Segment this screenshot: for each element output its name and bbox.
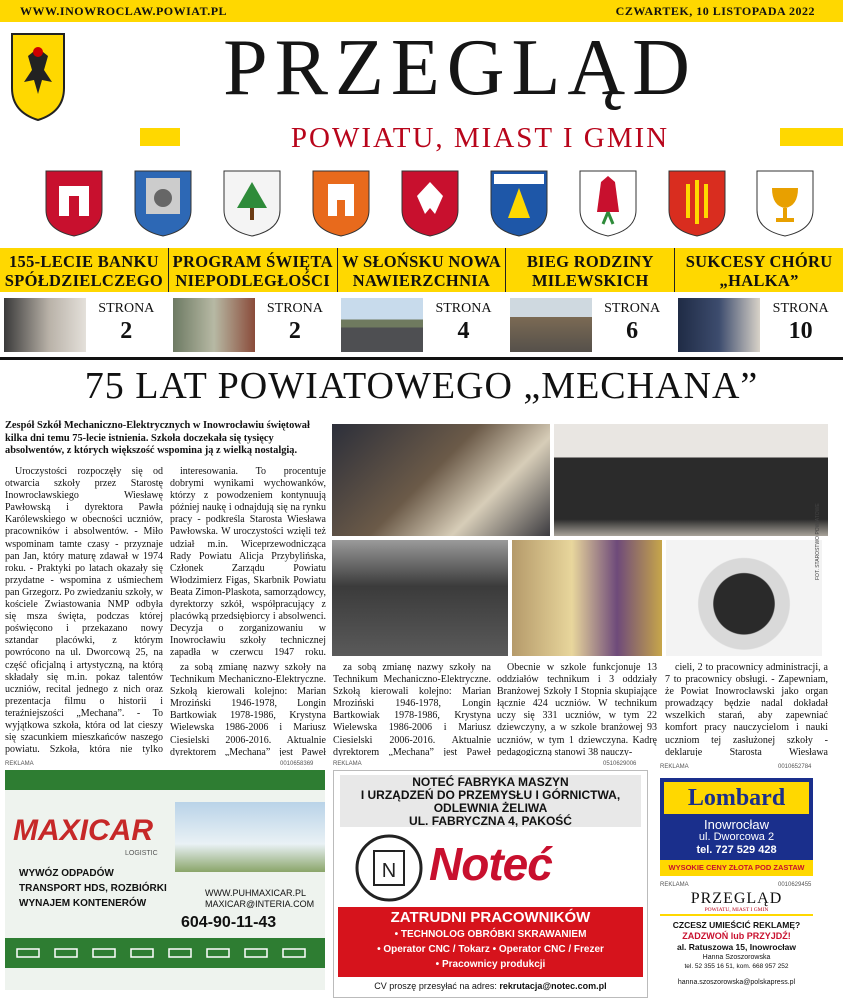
ad-label: REKLAMA [660, 882, 689, 888]
page-number: 6 [626, 318, 639, 344]
maxicar-service: TRANSPORT HDS, ROZBIÓRKI [19, 883, 167, 894]
notec-email[interactable]: rekrutacja@notec.com.pl [499, 981, 607, 991]
article-column-4: Obecnie w szkole funkcjonuje 13 oddziałów technikum i 3 oddziały Branżowej Szkoły I Stopnia skupiające łącznie 424 uczniów. W technikum uczy się 331 uczniów, w tym 22 dziewczyny, a w szkole branżowej 93 uczniów, w tym 1 dziewczyna. Kadrę pedagogiczną stanowi 38 nauczy- [497, 662, 657, 756]
municipality-crests [30, 168, 830, 242]
photo-road [341, 298, 423, 352]
crest-wheat-icon [666, 168, 728, 238]
crest-green-tree-icon [221, 168, 283, 238]
masthead-title: PRZEGLĄD [223, 24, 697, 112]
top-bar [0, 0, 843, 22]
przeglad-ad[interactable]: PRZEGLĄD POWIATU, MIAST I GMIN CZCESZ UMIEŚCIĆ REKLAMĘ? ZADZWOŃ lub PRZYJDŹ! al. Ratuszowa 15, Inowrocław Hanna Szoszorowska tel. 52 355 16 51, kom. 668 957 252 hanna.szoszorowska@polskapress.pl [660, 888, 813, 993]
article-column-1: Uroczystości rozpoczęły się od otwarcia szkoły przez Starostę Inowrocławskiego Wiesławę Pawłowską i dyrektora Pawła Karólewskiego w obecności uczniów, pracowników i absolwentów. - Miło wspominam tamte czasy - przyznaje pan Jan, który maturę zdawał w 1974 roku. - Praktyki po latach okazały się przydatne - wspomina z uśmiechem pan Grzegorz. Po zwiedzaniu szkoły, w kościele Zwiastowania NMP odbyła się msza święta, podczas której poświęcono i przekazano nowy sztandar placówki, z którym powrócono na ul. Dworcową 25, na część oficjalną i artystyczną, na którą składały się m.in. pokaz talentów uczniów, recital jednego z nich oraz prezentacja filmu o historii i teraźniejszości „Mechana”. - To wyjątkowa szkoła, która od lat cieszy się szacunkiem mieszkańców naszego powiatu. Szkoła, która nie tylko [5, 466, 163, 756]
page-number: 2 [288, 318, 301, 344]
photo-engine [666, 540, 822, 656]
photo-runners [510, 298, 592, 352]
teaser-slonsk[interactable]: W SŁOŃSKU NOWA NAWIERZCHNIA [338, 248, 507, 292]
crest-blue-figure-icon [132, 168, 194, 238]
ad-code: 0010652784 [778, 764, 812, 770]
crest-eagle-icon [399, 168, 461, 238]
inowroclaw-county-crest [8, 30, 68, 122]
article-column-2: interesowania. To procentuje dobrymi wynikami wychowanków, którzy z powodzeniem kontynuują później naukę i odnajdują się na rynku pracy - podkreśla Starosta Wiesława Pawłowska. W uroczystości wzięli też udział m.in. Wiceprzewodnicząca Rady Powiatu Alicja Przybylińska, Członek Zarządu Powiatu Włodzimierz Figas, Skarbnik Powiatu Beata Zimon-Plaskota, samorządowcy, dyrektorzy szkół, współpracujący z placówką przedsiębiorcy i absolwenci. Decyzja o zorganizowaniu w Inowrocławiu szkoły technicznej zapadła w czerwcu 1947 roku. [170, 466, 326, 658]
article-lead: Zespół Szkół Mechaniczno-Elektrycznych w Inowrocławiu świętował kilka dni temu 75-lecie istnienia. Szkoła doczekała się tysięcy absolwentów, z których większość wspomina ją z wielką nostalgią. [5, 420, 310, 456]
photo-group [554, 424, 828, 536]
photo-choir [678, 298, 760, 352]
photo-bank [4, 298, 86, 352]
page-number: 10 [788, 318, 813, 344]
maxicar-ad[interactable] [5, 770, 325, 990]
crest-gmina-inowroclaw-icon [488, 168, 550, 238]
crest-mitre-icon [577, 168, 639, 238]
ad-label: REKLAMA [5, 761, 34, 767]
teaser-thumbnails [0, 298, 843, 352]
notec-ad[interactable]: NOTEĆ FABRYKA MASZYN I URZĄDZEŃ DO PRZEMYSŁU I GÓRNICTWA, ODLEWNIA ŻELIWA UL. FABRYCZNA 4, PAKOŚĆ N Noteć ZATRUDNI PRACOWNIKÓW • TECHNOLOG OBRÓBKI SKRAWANIEM • Operator CNC / Tokarz • Operator CNC / Frezer • Pracownicy produkcji CV proszę przesyłać na adres: rekrutacja@notec.com.pl [333, 770, 648, 998]
lombard-ad[interactable]: Lombard Inowrocław ul. Dworcowa 2 tel. 727 529 428 WYSOKIE CENY ZŁOTA POD ZASTAW [660, 778, 813, 876]
teasers-bar [0, 248, 843, 292]
ad-code: 0010658369 [280, 761, 314, 767]
teaser-bank[interactable]: 155-LECIE BANKU SPÓŁDZIELCZEGO [0, 248, 169, 292]
teaser-run[interactable]: BIEG RODZINY MILEWSKICH [506, 248, 675, 292]
maxicar-logo: MAXICAR [13, 814, 153, 847]
lombard-logo: Lombard [664, 782, 809, 814]
notec-emblem-icon [354, 833, 424, 903]
maxicar-email[interactable]: MAXICAR@INTERIA.COM [205, 899, 315, 909]
photo-credit: FOT. STAROSTWO POWIATOWE [815, 503, 821, 580]
masthead-subtitle: POWIATU, MIAST I GMIN [180, 120, 780, 156]
trucks-photo [175, 802, 325, 872]
vehicle-icons [15, 946, 315, 960]
notec-logo: Noteć [429, 838, 552, 890]
website-url[interactable]: WWW.INOWROCLAW.POWIAT.PL [20, 3, 228, 18]
photo-archive-class [332, 540, 508, 656]
article-column-5: cieli, 2 to pracownicy administracji, a 7 to pracownicy obsługi. - Zapewniam, że Powiat Inowrocławski jako organ prowadzący będzie nadal dokładał wszelkich starań, aby zapewniać komfort pracy nauczycielom i nauki uczniom tej zasłużonej szkoły - deklaruje Starosta Wiesława [665, 662, 828, 756]
teaser-independence[interactable]: PROGRAM ŚWIĘTA NIEPODLEGŁOŚCI [169, 248, 338, 292]
maxicar-website[interactable]: WWW.PUHMAXICAR.PL [205, 888, 307, 898]
article-column-3: za sobą zmianę nazwy szkoły na Technikum Mechaniczno-Elektryczne. Szkołą kierowali kolejno: Marian Mroziński 1946-1978, Longin Bartkowiak 1978-1986, Krystyna Wielewska 1986-2006 i Mariusz Ciesielski 2006-2016. Aktualnie dyrektorem „Mechana” jest Paweł [170, 662, 326, 756]
maxicar-service: WYWÓZ ODPADÓW [19, 868, 114, 879]
ad-label: REKLAMA [333, 761, 362, 767]
crest-chalice-icon [754, 168, 816, 238]
article-headline: 75 LAT POWIATOWEGO „MECHANA” [84, 365, 759, 407]
thumb-4[interactable]: STRONA 6 [506, 298, 675, 352]
page-number: 4 [457, 318, 470, 344]
thumb-1[interactable]: STRONA 2 [0, 298, 169, 352]
teaser-choir[interactable]: SUKCESY CHÓRU „HALKA” [685, 252, 833, 290]
page-number: 2 [120, 318, 133, 344]
maxicar-phone[interactable]: 604-90-11-43 [181, 914, 277, 931]
photo-cake-ceremony [332, 424, 550, 536]
ad-code: 0010629455 [778, 882, 812, 888]
photo-monument [173, 298, 255, 352]
thumb-3[interactable]: STRONA 4 [337, 298, 506, 352]
lombard-phone[interactable]: tel. 727 529 428 [696, 844, 777, 856]
thumb-2[interactable]: STRONA 2 [169, 298, 338, 352]
ad-label: REKLAMA [660, 764, 689, 770]
svg-text:N: N [381, 860, 397, 882]
issue-date: CZWARTEK, 10 LISTOPADA 2022 [615, 3, 815, 18]
ad-code: 0510629006 [603, 761, 637, 767]
crest-orange-tower-icon [310, 168, 372, 238]
notec-hiring: ZATRUDNI PRACOWNIKÓW [390, 909, 591, 926]
maxicar-service: WYNAJEM KONTENERÓW [19, 898, 147, 909]
section-rule [0, 357, 843, 360]
maxicar-sub: LOGISTIC [125, 850, 158, 857]
crest-red-castle-icon [43, 168, 105, 238]
thumb-5[interactable]: STRONA 10 [674, 298, 843, 352]
article-column-3b: za sobą zmianę nazwy szkoły na Technikum Mechaniczno-Elektryczne. Szkołą kierowali kolejno: Marian Mroziński 1946-1978, Longin Bartkowiak 1978-1986, Krystyna Wielewska 1986-2006 i Mariusz Ciesielski 2006-2016. Aktualnie dyrektorem „Mechana” jest Paweł [333, 662, 491, 756]
photo-mass [512, 540, 662, 656]
